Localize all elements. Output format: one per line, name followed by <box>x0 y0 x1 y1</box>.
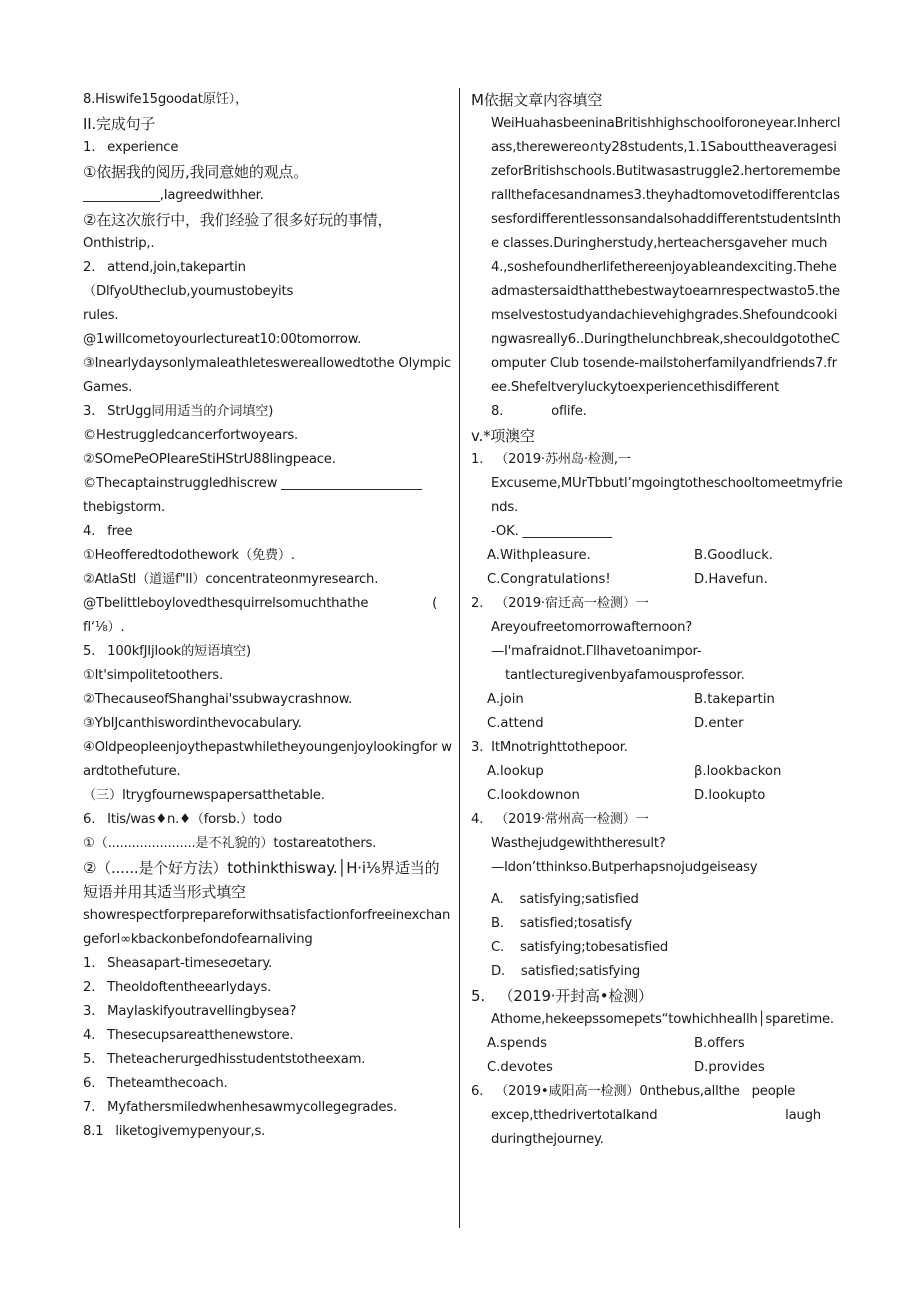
option-b[interactable]: B.offers <box>694 1036 745 1051</box>
text-line: ②SOmePeOPIeareStiHStrU88lingpeace. <box>83 452 336 467</box>
text-line: ____________,Iagreedwithher. <box>83 188 264 203</box>
option-d[interactable]: D.lookupto <box>694 788 766 803</box>
text-line: ②（......是个好方法）tothinkthisway.│H·i⅛界适当的短语并用其适当形式填空 <box>83 859 440 901</box>
option-c[interactable]: C.attend <box>487 716 544 731</box>
question-stem: 4. （2019·常州高一检测）一 <box>471 812 649 827</box>
item-heading: 1. experience <box>83 140 179 155</box>
text-line: ①It'simpolitetoothers. <box>83 668 223 683</box>
column-divider <box>459 88 460 1228</box>
question-stem: 5. （2019·开封高•检测） <box>471 987 653 1005</box>
option-d[interactable]: D. satisfied;satisfying <box>491 964 641 979</box>
option-c[interactable]: C.lookdownon <box>487 788 580 803</box>
left-column <box>83 88 453 1144</box>
spacer <box>471 880 843 888</box>
item-heading: 3. StrUgg同用适当的介词填空) <box>83 404 274 419</box>
question-stem: 1. （2019·苏州岛·检测,一 <box>471 452 631 467</box>
option-b[interactable]: B.Goodluck. <box>694 548 774 563</box>
text-line: ③Inearlydaysonlymaleathleteswereallowedtothe Olympic Games. <box>83 356 451 395</box>
option-a[interactable]: A. satisfying;satisfied <box>491 892 639 907</box>
text-line: ①Heofferedtodothework（免费）. <box>83 548 295 563</box>
question-text: —Idon’tthinkso.Butperhapsnojudgeiseasy <box>491 860 758 875</box>
text-line: ①依据我的阅历,我同意她的观点。 <box>83 163 309 181</box>
text-line: fl‘⅛）. <box>83 620 125 635</box>
option-c[interactable]: C.devotes <box>487 1060 553 1075</box>
options-row <box>471 760 843 784</box>
text-line: ②ThecauseofShanghai'ssubwaycrashnow. <box>83 692 353 707</box>
options-row <box>471 712 843 736</box>
text-line: @1willcometoyourlectureat10:00tomorrow. <box>83 332 362 347</box>
exercise-item: 8.1 liketogivemypenyour,s. <box>83 1124 266 1139</box>
item-heading: 5. 100kfJIjlook的短语填空) <box>83 644 251 659</box>
question-text: duringthejourney. <box>491 1132 604 1147</box>
item-heading: 6. Itis/was♦n.♦（forsb.）todo <box>83 812 282 827</box>
option-b[interactable]: β.lookbackon <box>694 764 782 779</box>
text-line: ③YbIJcanthiswordinthevocabulary. <box>83 716 302 731</box>
text-line: ②在这次旅行中，我们经验了很多好玩的事情， <box>83 211 393 229</box>
text-line: Onthistrip,. <box>83 236 155 251</box>
option-c[interactable]: C. satisfying;tobesatisfied <box>491 940 669 955</box>
question-2 <box>471 592 843 736</box>
section-heading: v.*项澳空 <box>471 427 535 445</box>
options-row <box>471 688 843 712</box>
options-row <box>471 544 843 568</box>
text-line: 8.Hiswife15goodat原饪）， <box>83 92 249 107</box>
options-row <box>471 1056 843 1080</box>
right-column <box>471 88 843 1152</box>
question-stem: 2. （2019·宿迁高一检测）一 <box>471 596 649 611</box>
option-a[interactable]: A.Withpleasure. <box>487 548 591 563</box>
exercise-item: 2. Theoldoftentheearlydays. <box>83 980 272 995</box>
question-stem: 3. ItMnotrighttothepoor. <box>471 740 628 755</box>
option-a[interactable]: A.lookup <box>487 764 544 779</box>
question-4 <box>471 808 843 984</box>
options-row <box>471 568 843 592</box>
passage-text: WeiHuahasbeeninaBritishhighschoolforoneyear.Inherclass,therewereo∩ty28students,1.1SabouttheaveragesizeforBritishschools.Butitwasastruggle2.hertorememberallthefacesandnames3.theyhadtomovetodifferentclassesfordifferentlessonsandalsohaddifferentstudentsInthe classes.Duringherstudy,herteachersgaveher much4.,soshefoundherlifethereenjoyableandexciting.Theheadmastersaidthatthebestwaytoearnrespectwasto5.themselvestostudyandachievehighgrades.Shefoundcookingwasreally6..Duringthelunchbreak,shecouldgototheComputer Club tosende-mailstoherfamilyandfriends7.free.Shefeltveryluckytoexperiencethisdifferent8. oflife. <box>491 116 841 419</box>
text-line: ②AtlaStl（道遥f"ll）concentrateonmyresearch. <box>83 572 379 587</box>
option-a[interactable]: A.join <box>487 692 524 707</box>
option-d[interactable]: D.provides <box>694 1060 765 1075</box>
question-text: Areyoufreetomorrowafternoon? <box>491 620 693 635</box>
question-6 <box>471 1080 843 1152</box>
exercise-item: 1. Sheasapart-timeseσetary. <box>83 956 273 971</box>
text-line: rules. <box>83 308 119 323</box>
text-line: ①（......................是不礼貌的）tostareatothers. <box>83 836 377 851</box>
options-row <box>471 1032 843 1056</box>
question-text: -OK. ______________ <box>491 524 613 539</box>
option-d[interactable]: D.enter <box>694 716 744 731</box>
option-b[interactable]: B.takepartin <box>694 692 775 707</box>
section-heading: M依据文章内容填空 <box>471 91 603 109</box>
option-a[interactable]: A.spends <box>487 1036 547 1051</box>
exercise-item: 6. Theteamthecoach. <box>83 1076 228 1091</box>
text-line: ©Thecaptainstruggledhiscrew ______________________ <box>83 476 422 491</box>
exercise-item: 3. MayIaskifyoutravellingbysea? <box>83 1004 297 1019</box>
option-b[interactable]: B. satisfied;tosatisfy <box>491 916 633 931</box>
text-line: （DlfyoUtheclub,youmustobeyits <box>83 284 294 299</box>
options-row <box>471 784 843 808</box>
item-heading: 4. free <box>83 524 133 539</box>
question-5 <box>471 984 843 1080</box>
exercise-item: 7. Myfathersmiledwhenhesawmycollegegrades. <box>83 1100 397 1115</box>
question-3 <box>471 736 843 808</box>
question-text: tantlecturegivenbyafamousprofessor. <box>505 668 745 683</box>
question-text: Wasthejudgewiththeresult? <box>491 836 666 851</box>
exercise-item: 5. Theteacherurgedhisstudentstotheexam. <box>83 1052 366 1067</box>
question-text: excep,tthedrivertotalkand laugh <box>491 1108 821 1123</box>
option-c[interactable]: C.Congratulations! <box>487 572 611 587</box>
text-line: thebigstorm. <box>83 500 165 515</box>
section-heading: II.完成句子 <box>83 115 156 133</box>
option-d[interactable]: D.Havefun. <box>694 572 768 587</box>
question-1 <box>471 448 843 592</box>
item-heading: 2. attend,join,takepartin <box>83 260 246 275</box>
text-line: ④Oldpeopleenjoythepastwhiletheyoungenjoylookingfor wardtothefuture. <box>83 740 452 779</box>
text-line: @Tbelittleboylovedthesquirrelsomuchthathe ( <box>83 596 438 611</box>
question-stem: 6. （2019•咸阳高一检测）0nthebus,allthe people <box>471 1084 796 1099</box>
phrase-bank: showrespectforprepareforwithsatisfactionforfreeinexchangeforl∞kbackonbefondofearnaliving <box>83 908 451 947</box>
exercise-item: 4. Thesecupsareatthenewstore. <box>83 1028 294 1043</box>
question-text: Athome,hekeepssomepets“towhichheallh│sparetime. <box>491 1012 834 1027</box>
text-line: ©Hestruggledcancerfortwoyears. <box>83 428 299 443</box>
question-text: —I'mafraidnot.Γllhavetoanimpor- <box>491 644 702 659</box>
question-text: Excuseme,MUrTbbutl’mgoingtotheschooltomeetmyfriends. <box>491 476 843 515</box>
text-line: （三）Itrygfournewspapersatthetable. <box>83 788 325 803</box>
